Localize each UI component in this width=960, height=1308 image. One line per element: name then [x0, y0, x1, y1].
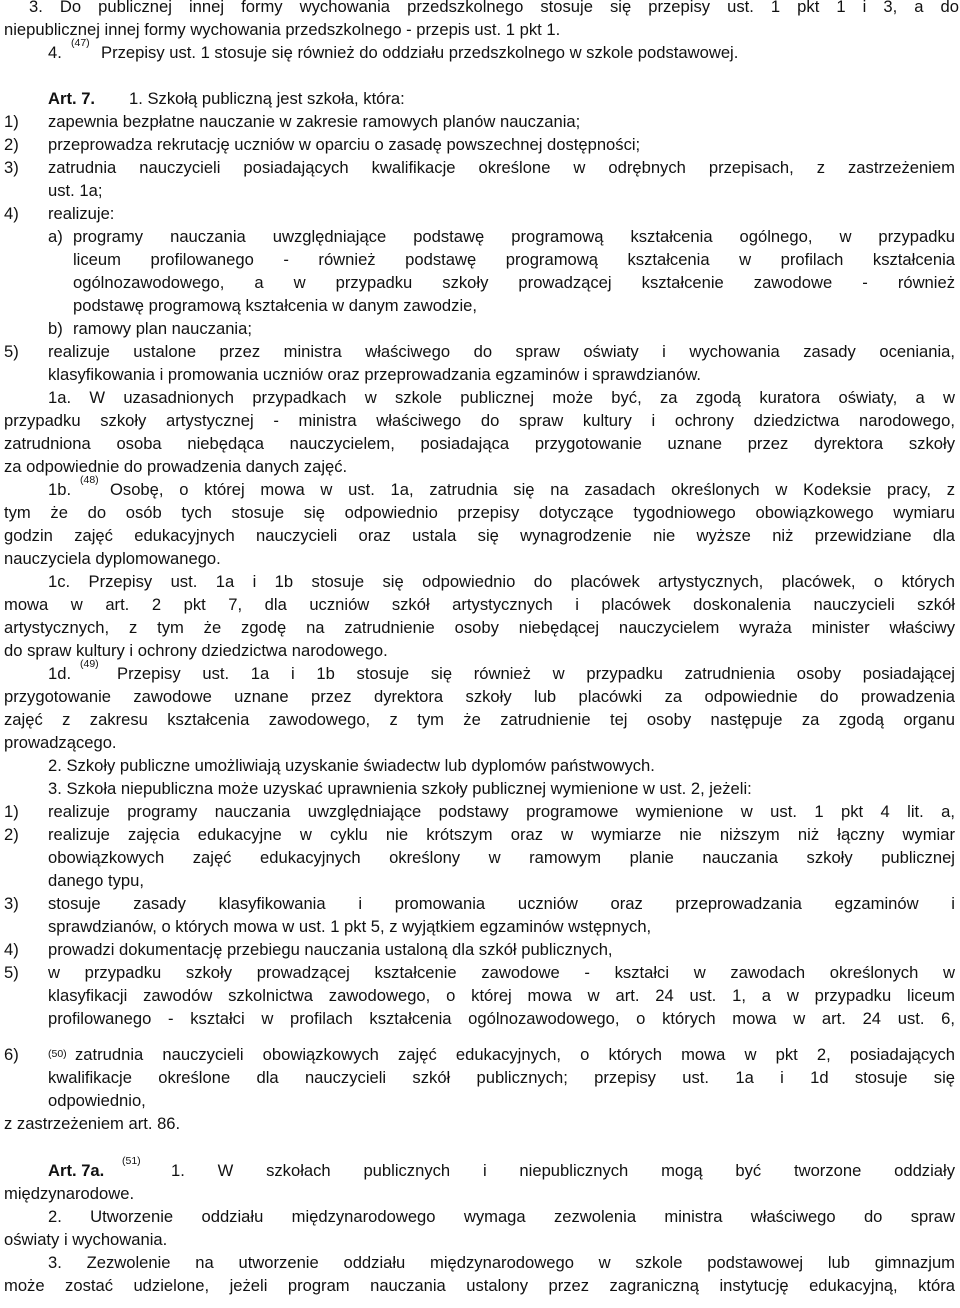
list-marker: 1): [4, 802, 19, 821]
list-item-text: sprawdzianów, o których mowa w ust. 1 pkt 5, z wyjątkiem egzaminów wstępnych,: [48, 917, 652, 936]
list-marker: 6): [4, 1045, 19, 1064]
footnote-ref: (48): [80, 474, 99, 486]
paragraph-line: artystycznych, z tym że zgodę na zatrudnienie osoby niebędącej nauczycielem wyraża minister właściwy: [4, 618, 955, 637]
list-item-text: profilowanego - kształci w profilach kształcenia ogólnozawodowego, o których mowa w art. 24 ust. 6,: [48, 1009, 955, 1028]
list-item-text: zatrudnia nauczycieli posiadających kwalifikacje określone w odrębnych przepisach, z zastrzeżeniem: [48, 158, 955, 177]
paragraph-line: mowa w art. 2 pkt 7, dla uczniów szkół artystycznych i placówek doskonalenia nauczycieli szkół: [4, 595, 955, 614]
list-item-text: odpowiednio,: [48, 1091, 146, 1110]
sublist-marker: a): [48, 227, 63, 246]
sublist-item-text: podstawę programową kształcenia w danym zawodzie,: [73, 296, 477, 315]
list-item-text: realizuje ustalone przez ministra właściwego do spraw oświaty i wychowania zasady oceniania,: [48, 342, 955, 361]
list-marker: 1): [4, 112, 19, 131]
list-item-text: klasyfikacji zawodów szkolnictwa zawodowego, o której mowa w art. 24 ust. 1, a w przypadku liceum: [48, 986, 955, 1005]
paragraph-line: 3. Szkoła niepubliczna może uzyskać uprawnienia szkoły publicznej wymienione w ust. 2, jeżeli:: [48, 779, 752, 798]
list-item-text: kwalifikacje określone dla nauczycieli szkół publicznych; przepisy ust. 1a i 1d stosuje się: [48, 1068, 955, 1087]
paragraph-line: 3. Zezwolenie na utworzenie oddziału międzynarodowego w szkole podstawowej lub gimnazjum: [48, 1253, 955, 1272]
sublist-item-text: programy nauczania uwzględniające podstawę programową kształcenia ogólnego, w przypadku: [73, 227, 955, 246]
paragraph-number: 1d.: [48, 664, 72, 683]
paragraph-number: 1b.: [48, 480, 72, 499]
paragraph-line: przypadku szkoły artystycznej - ministra właściwego do spraw kultury i ochrony dziedzictwa narodowego,: [4, 411, 955, 430]
paragraph-number: 4.: [48, 43, 62, 62]
list-item-text: realizuje zajęcia edukacyjne w cyklu nie krótszym oraz w wymiarze nie niższym niż łączny wymiar: [48, 825, 955, 844]
paragraph-line: zajęć z zakresu kształcenia zawodowego, z tym że zatrudnienie tej osoby następuje za zgodą organu: [4, 710, 955, 729]
footnote-ref: (51): [122, 1155, 141, 1167]
list-item-text: klasyfikowania i promowania uczniów oraz przeprowadzania egzaminów i sprawdzianów.: [48, 365, 702, 384]
paragraph-line: nauczyciela dyplomowanego.: [4, 549, 221, 568]
list-marker: 3): [4, 894, 19, 913]
paragraph-line: przygotowanie zawodowe uznane przez dyrektora szkoły lub placówki za odpowiednie do prowadzenia: [4, 687, 955, 706]
list-item-text: obowiązkowych zajęć edukacyjnych określony w ramowym planie nauczania szkoły publicznej: [48, 848, 955, 867]
list-item-text: w przypadku szkoły prowadzącej kształcenie zawodowe - kształci w zawodach określonych w: [48, 963, 955, 982]
list-item-text: realizuje programy nauczania uwzględniające podstawy programowe wymienione w ust. 1 pkt 4 lit. a,: [48, 802, 955, 821]
paragraph-line: za odpowiednie do prowadzenia danych zajęć.: [4, 457, 348, 476]
paragraph-line: międzynarodowe.: [4, 1184, 135, 1203]
list-item-text: realizuje:: [48, 204, 115, 223]
list-item-text: przeprowadza rekrutację uczniów w oparciu o zasadę powszechnej dostępności;: [48, 135, 641, 154]
paragraph-line: niepublicznej innej formy wychowania przedszkolnego - przepis ust. 1 pkt 1.: [4, 20, 561, 39]
paragraph-line: 1a. W uzasadnionych przypadkach w szkole publicznej może być, za zgodą kuratora oświaty, a w: [48, 388, 955, 407]
article-heading: Art. 7.: [48, 89, 96, 108]
list-marker: 5): [4, 963, 19, 982]
paragraph-line: może zostać udzielone, jeżeli program nauczania ustalony przez zagraniczną instytucję edukacyjną, która: [4, 1276, 955, 1295]
list-marker: 3): [4, 158, 19, 177]
paragraph-line: zatrudniona osoba niebędąca nauczycielem, posiadająca przygotowanie uznane przez dyrektora szkoły: [4, 434, 955, 453]
paragraph-line: 1c. Przepisy ust. 1a i 1b stosuje się odpowiednio do placówek artystycznych, placówek, o których: [48, 572, 955, 591]
paragraph-line: Przepisy ust. 1 stosuje się również do oddziału przedszkolnego w szkole podstawowej.: [101, 43, 739, 62]
sublist-marker: b): [48, 319, 63, 338]
paragraph-line: do spraw kultury i ochrony dziedzictwa narodowego.: [4, 641, 388, 660]
paragraph-line: godzin zajęć edukacyjnych nauczycieli oraz ustala się wynagrodzenie nie wyższe niż przewidziane dla: [4, 526, 955, 545]
sublist-item-text: liceum profilowanego - również podstawę programową kształcenia w profilach kształcenia: [73, 250, 955, 269]
paragraph-line: 3. Do publicznej innej formy wychowania przedszkolnego stosuje się przepisy ust. 1 pkt 1 i 3, a do: [29, 0, 959, 16]
article-heading: Art. 7a.: [48, 1161, 105, 1180]
paragraph-line: oświaty i wychowania.: [4, 1230, 168, 1249]
paragraph-line: 2. Utworzenie oddziału międzynarodowego wymaga zezwolenia ministra właściwego do spraw: [48, 1207, 955, 1226]
paragraph-line: z zastrzeżeniem art. 86.: [4, 1114, 181, 1133]
sublist-item-text: ramowy plan nauczania;: [73, 319, 252, 338]
list-item-text: ust. 1a;: [48, 181, 103, 200]
paragraph-line: Osobę, o której mowa w ust. 1a, zatrudnia się na zasadach określonych w Kodeksie pracy, z: [110, 480, 955, 499]
list-item-text: danego typu,: [48, 871, 144, 890]
list-marker: 4): [4, 940, 19, 959]
list-item-text: stosuje zasady klasyfikowania i promowania uczniów oraz przeprowadzania egzaminów i: [48, 894, 955, 913]
paragraph-line: 2. Szkoły publiczne umożliwiają uzyskanie świadectw lub dyplomów państwowych.: [48, 756, 655, 775]
list-marker: 2): [4, 825, 19, 844]
paragraph-line: Przepisy ust. 1a i 1b stosuje się również w przypadku zatrudnienia osoby posiadającej: [117, 664, 955, 683]
list-marker: 5): [4, 342, 19, 361]
paragraph-line: 1. W szkołach publicznych i niepublicznych mogą być tworzone oddziały: [171, 1161, 955, 1180]
footnote-ref: (50): [48, 1048, 67, 1060]
sublist-item-text: ogólnozawodowego, a w przypadku szkoły prowadzącej kształcenie zawodowe - również: [73, 273, 955, 292]
list-item-text: prowadzi dokumentację przebiegu nauczania ustaloną dla szkół publicznych,: [48, 940, 613, 959]
footnote-ref: (49): [80, 658, 99, 670]
list-marker: 4): [4, 204, 19, 223]
list-item-text: zatrudnia nauczycieli obowiązkowych zajęć edukacyjnych, o których mowa w pkt 2, posiadających: [75, 1045, 955, 1064]
paragraph-line: tym że do osób tych stosuje się odpowiednio przepisy dotyczące tygodniowego obowiązkowego wymiaru: [4, 503, 955, 522]
paragraph-line: 1. Szkołą publiczną jest szkoła, która:: [129, 89, 405, 108]
footnote-ref: (47): [71, 37, 90, 49]
list-item-text: zapewnia bezpłatne nauczanie w zakresie ramowych planów nauczania;: [48, 112, 581, 131]
paragraph-line: prowadzącego.: [4, 733, 117, 752]
list-marker: 2): [4, 135, 19, 154]
